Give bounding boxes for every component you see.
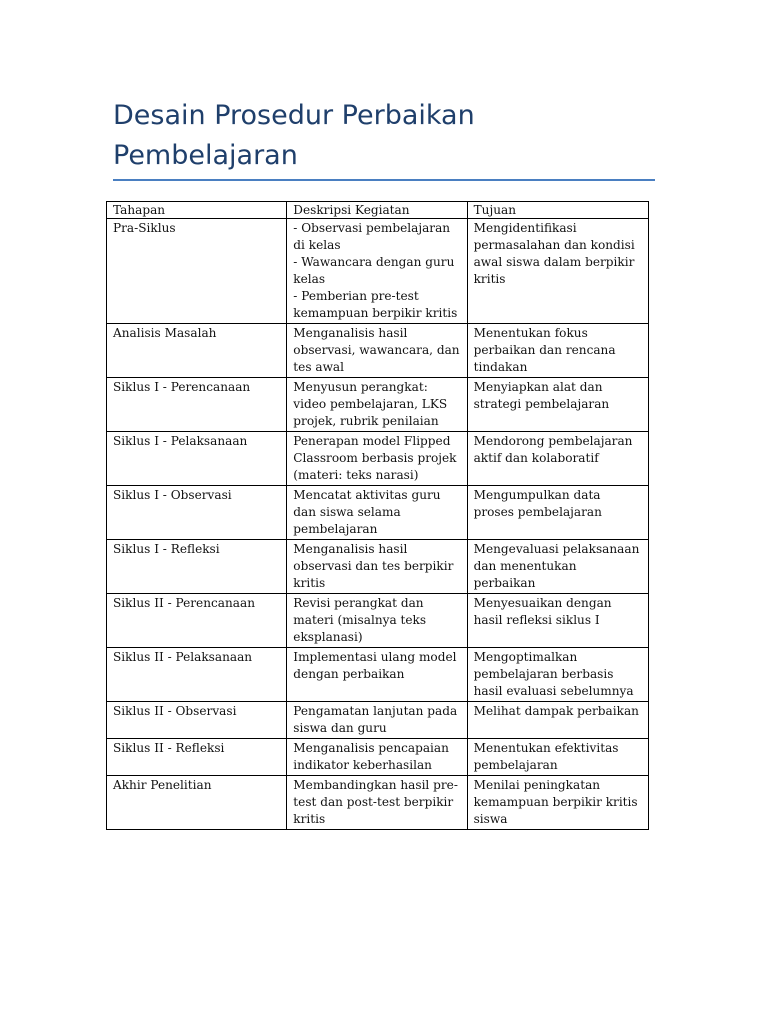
cell-tahapan: Siklus I - Refleksi bbox=[107, 540, 287, 594]
cell-tahapan: Siklus II - Refleksi bbox=[107, 739, 287, 776]
deskripsi-line: Menganalisis hasil observasi, wawancara, dan tes awal bbox=[293, 326, 460, 374]
cell-deskripsi-kegiatan bbox=[287, 378, 467, 432]
deskripsi-line: Mencatat aktivitas guru dan siswa selama pembelajaran bbox=[293, 488, 441, 536]
deskripsi-line: - Wawancara dengan guru kelas bbox=[293, 255, 455, 286]
table-row bbox=[107, 432, 649, 486]
cell-deskripsi-kegiatan bbox=[287, 219, 467, 324]
deskripsi-line: Menyusun perangkat: video pembelajaran, LKS projek, rubrik penilaian bbox=[293, 380, 448, 428]
table-row bbox=[107, 378, 649, 432]
page-title bbox=[113, 96, 673, 176]
title-underline-rule bbox=[113, 179, 655, 181]
header-tujuan: Tujuan bbox=[467, 202, 648, 219]
cell-deskripsi-kegiatan bbox=[287, 324, 467, 378]
procedure-table bbox=[106, 201, 649, 830]
cell-tahapan: Analisis Masalah bbox=[107, 324, 287, 378]
deskripsi-line: Pengamatan lanjutan pada siswa dan guru bbox=[293, 704, 458, 735]
deskripsi-line: Implementasi ulang model dengan perbaikan bbox=[293, 650, 457, 681]
cell-tujuan: Menyiapkan alat dan strategi pembelajaran bbox=[467, 378, 648, 432]
cell-tahapan: Siklus II - Observasi bbox=[107, 702, 287, 739]
cell-tujuan: Mengumpulkan data proses pembelajaran bbox=[467, 486, 648, 540]
deskripsi-line: Menganalisis pencapaian indikator keberhasilan bbox=[293, 741, 449, 772]
deskripsi-line: - Observasi pembelajaran di kelas bbox=[293, 221, 451, 252]
table-body bbox=[107, 219, 649, 830]
deskripsi-line: Membandingkan hasil pre-test dan post-test berpikir kritis bbox=[293, 778, 458, 826]
table-row bbox=[107, 486, 649, 540]
table-row bbox=[107, 540, 649, 594]
cell-tujuan: Mengevaluasi pelaksanaan dan menentukan perbaikan bbox=[467, 540, 648, 594]
header-tahapan: Tahapan bbox=[107, 202, 287, 219]
deskripsi-line: - Pemberian pre-test kemampuan berpikir kritis bbox=[293, 289, 458, 320]
table-row bbox=[107, 594, 649, 648]
cell-tujuan: Mengoptimalkan pembelajaran berbasis hasil evaluasi sebelumnya bbox=[467, 648, 648, 702]
cell-deskripsi-kegiatan bbox=[287, 432, 467, 486]
cell-tujuan: Menyesuaikan dengan hasil refleksi siklus I bbox=[467, 594, 648, 648]
page-title-line-1: Desain Prosedur Perbaikan bbox=[113, 100, 475, 131]
cell-tujuan: Menentukan fokus perbaikan dan rencana tindakan bbox=[467, 324, 648, 378]
table-row bbox=[107, 739, 649, 776]
table-header-row bbox=[107, 202, 649, 219]
table-row bbox=[107, 219, 649, 324]
table-row bbox=[107, 324, 649, 378]
cell-deskripsi-kegiatan bbox=[287, 776, 467, 830]
cell-deskripsi-kegiatan bbox=[287, 540, 467, 594]
cell-tahapan: Siklus II - Pelaksanaan bbox=[107, 648, 287, 702]
cell-deskripsi-kegiatan bbox=[287, 739, 467, 776]
page-title-line-2: Pembelajaran bbox=[113, 140, 298, 171]
deskripsi-line: Revisi perangkat dan materi (misalnya teks eksplanasi) bbox=[293, 596, 427, 644]
cell-deskripsi-kegiatan bbox=[287, 702, 467, 739]
table-row bbox=[107, 776, 649, 830]
cell-tahapan: Akhir Penelitian bbox=[107, 776, 287, 830]
cell-tahapan: Siklus I - Perencanaan bbox=[107, 378, 287, 432]
cell-tahapan: Siklus I - Observasi bbox=[107, 486, 287, 540]
cell-deskripsi-kegiatan bbox=[287, 486, 467, 540]
cell-tujuan: Menentukan efektivitas pembelajaran bbox=[467, 739, 648, 776]
cell-tahapan: Siklus II - Perencanaan bbox=[107, 594, 287, 648]
cell-tahapan: Siklus I - Pelaksanaan bbox=[107, 432, 287, 486]
deskripsi-line: Penerapan model Flipped Classroom berbasis projek (materi: teks narasi) bbox=[293, 434, 457, 482]
header-deskripsi-kegiatan: Deskripsi Kegiatan bbox=[287, 202, 467, 219]
cell-tujuan: Mengidentifikasi permasalahan dan kondisi awal siswa dalam berpikir kritis bbox=[467, 219, 648, 324]
table-header bbox=[107, 202, 649, 219]
cell-deskripsi-kegiatan bbox=[287, 594, 467, 648]
cell-tahapan: Pra-Siklus bbox=[107, 219, 287, 324]
table-row bbox=[107, 702, 649, 739]
cell-deskripsi-kegiatan bbox=[287, 648, 467, 702]
cell-tujuan: Mendorong pembelajaran aktif dan kolaboratif bbox=[467, 432, 648, 486]
cell-tujuan: Melihat dampak perbaikan bbox=[467, 702, 648, 739]
deskripsi-line: Menganalisis hasil observasi dan tes berpikir kritis bbox=[293, 542, 454, 590]
table-row bbox=[107, 648, 649, 702]
cell-tujuan: Menilai peningkatan kemampuan berpikir kritis siswa bbox=[467, 776, 648, 830]
